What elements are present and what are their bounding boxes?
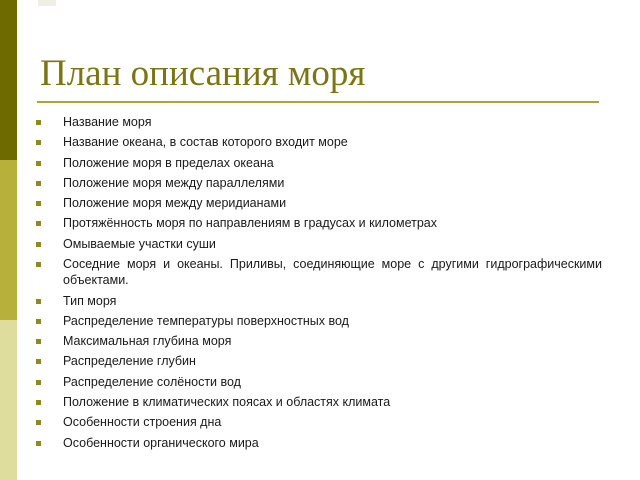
list-item-text: Положение моря между параллелями — [63, 175, 285, 190]
list-item — [36, 394, 602, 410]
square-bullet-icon — [36, 161, 41, 166]
list-item-text: Распределение температуры поверхностных вод — [63, 313, 349, 328]
left-accent-bar — [0, 0, 17, 480]
list-item — [36, 195, 602, 211]
list-item-text: Максимальная глубина моря — [63, 334, 232, 349]
square-bullet-icon — [36, 221, 41, 226]
square-bullet-icon — [36, 201, 41, 206]
list-item — [36, 134, 602, 150]
list-item-text: Тип моря — [63, 293, 117, 308]
list-item-text: Положение моря между меридианами — [63, 196, 287, 211]
list-item — [36, 293, 602, 309]
accent-bar-mid-segment — [0, 160, 17, 320]
square-bullet-icon — [36, 140, 41, 145]
title-underline — [37, 101, 599, 103]
list-item — [36, 236, 602, 252]
bullet-list — [36, 114, 602, 455]
list-item-text: Соседние моря и океаны. Приливы, соединяющие море с другими гидрографическими объектами. — [63, 257, 602, 288]
list-item-text: Особенности строения дна — [63, 415, 222, 430]
square-bullet-icon — [36, 262, 41, 267]
list-item-text: Особенности органического мира — [63, 435, 259, 450]
square-bullet-icon — [36, 242, 41, 247]
list-item — [36, 435, 602, 451]
list-item — [36, 414, 602, 430]
corner-mark — [38, 0, 56, 6]
list-item-text: Положение в климатических поясах и областях климата — [63, 395, 391, 410]
list-item-text: Положение моря в пределах океана — [63, 155, 274, 170]
list-item — [36, 313, 602, 329]
square-bullet-icon — [36, 359, 41, 364]
list-item-text: Название моря — [63, 115, 152, 129]
list-item-text: Омываемые участки суши — [63, 236, 216, 251]
list-item-text: Распределение солёности вод — [63, 374, 241, 389]
square-bullet-icon — [36, 380, 41, 385]
list-item-text: Протяжённость моря по направлениям в градусах и километрах — [63, 216, 437, 231]
list-item-text: Распределение глубин — [63, 354, 196, 369]
list-item — [36, 256, 602, 288]
accent-bar-dark-segment — [0, 0, 17, 160]
square-bullet-icon — [36, 441, 41, 446]
square-bullet-icon — [36, 400, 41, 405]
square-bullet-icon — [36, 420, 41, 425]
accent-bar-light-segment — [0, 320, 17, 480]
slide-title: План описания моря — [40, 53, 366, 94]
square-bullet-icon — [36, 299, 41, 304]
list-item — [36, 215, 602, 231]
list-item — [36, 114, 602, 130]
list-item — [36, 374, 602, 390]
list-item — [36, 155, 602, 171]
square-bullet-icon — [36, 339, 41, 344]
list-item — [36, 353, 602, 369]
square-bullet-icon — [36, 319, 41, 324]
square-bullet-icon — [36, 120, 41, 125]
list-item — [36, 333, 602, 349]
list-item-text: Название океана, в состав которого входит море — [63, 135, 348, 150]
square-bullet-icon — [36, 181, 41, 186]
list-item — [36, 175, 602, 191]
